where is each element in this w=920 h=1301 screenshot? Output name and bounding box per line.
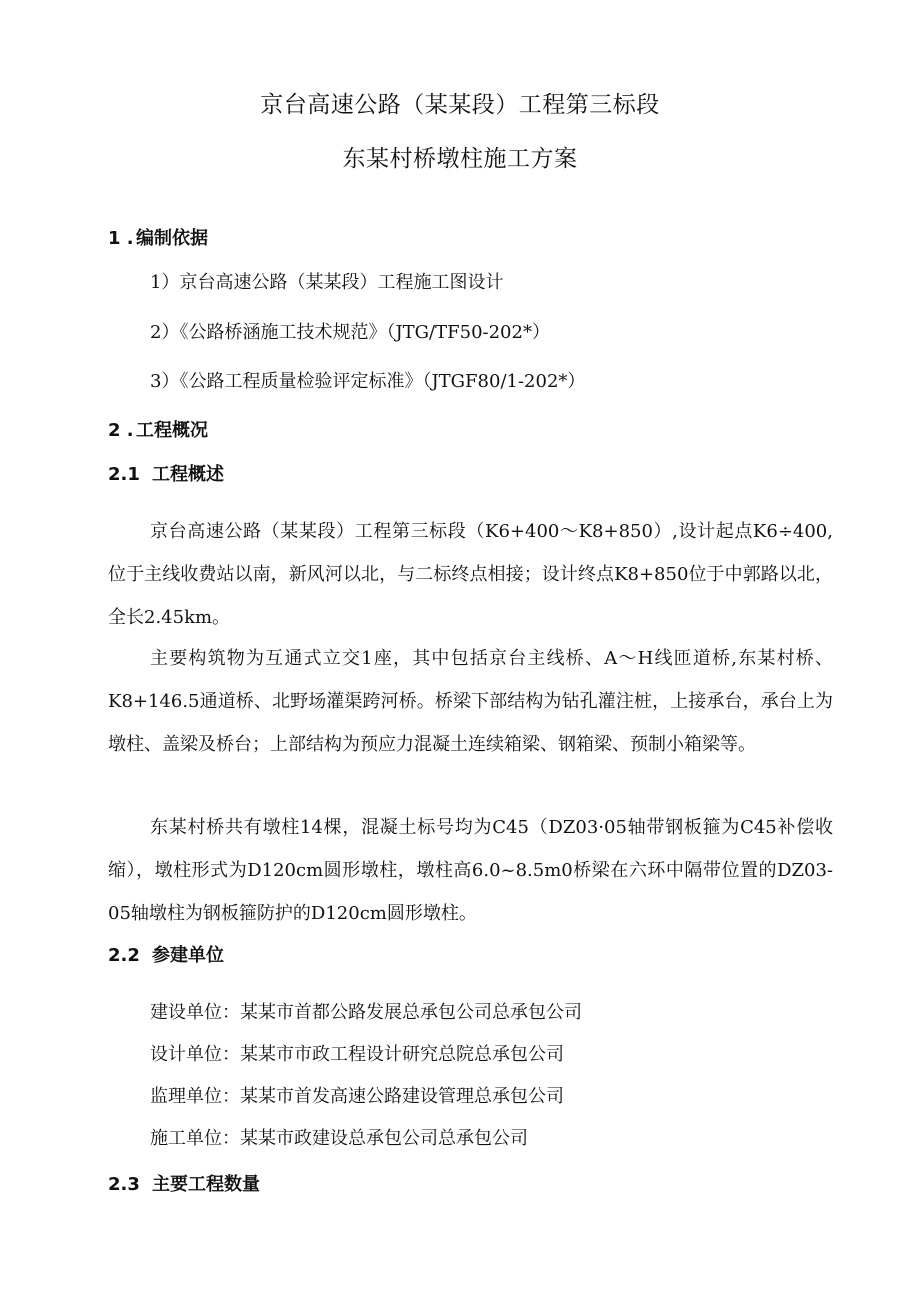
unit-contractor: 施工单位：某某市政建设总承包公司总承包公司: [150, 1128, 528, 1149]
subsection-number: 2.2: [108, 945, 140, 966]
section-title: 工程概况: [136, 420, 208, 441]
subsection-number: 2.1: [108, 464, 140, 485]
subsection-number: 2.3: [108, 1174, 140, 1195]
subsection-heading-2-3: [108, 1170, 260, 1196]
basis-item-3: 3）《公路工程质量检验评定标准》（JTGF80/1-202*）: [150, 371, 586, 392]
unit-supervision: 监理单位：某某市首发高速公路建设管理总承包公司: [150, 1086, 564, 1107]
subsection-title: 参建单位: [152, 945, 224, 966]
section-number: 1 .: [108, 228, 134, 249]
subsection-title: 工程概述: [152, 464, 224, 485]
section-title: 编制依据: [136, 228, 208, 249]
section-heading-1: [108, 224, 208, 250]
subsection-heading-2-1: [108, 460, 224, 486]
document-title-line1: 京台高速公路（某某段）工程第三标段: [260, 92, 660, 118]
basis-item-2: 2）《公路桥涵施工技术规范》（JTG/TF50-202*）: [150, 322, 550, 343]
unit-construction: 建设单位：某某市首都公路发展总承包公司总承包公司: [150, 1002, 582, 1023]
overview-paragraph-1: 京台高速公路（某某段）工程第三标段（K6+400～K8+850）,设计起点K6÷400,位于主线收费站以南，新风河以北，与二标终点相接；设计终点K8+850位于中郭路以北，全长2.45km。: [108, 521, 833, 628]
section-number: 2 .: [108, 420, 134, 441]
overview-paragraph-3: 东某村桥共有墩柱14棵，混凝土标号均为C45（DZ03·05轴带钢板箍为C45补偿收缩），墩柱形式为D120cm圆形墩柱，墩柱高6.0~8.5m0桥梁在六环中隔带位置的DZ03-05轴墩柱为钢板箍防护的D120cm圆形墩柱。: [108, 817, 833, 924]
document-title-line2: 东某村桥墩柱施工方案: [342, 146, 578, 172]
overview-paragraph-2: 主要构筑物为互通式立交1座，其中包括京台主线桥、A～H线匝道桥,东某村桥、K8+146.5通道桥、北野场灌渠跨河桥。桥梁下部结构为钻孔灌注桩，上接承台，承台上为墩柱、盖梁及桥台；上部结构为预应力混凝土连续箱梁、钢箱梁、预制小箱梁等。: [108, 648, 833, 755]
subsection-heading-2-2: [108, 941, 224, 967]
basis-item-1: 1）京台高速公路（某某段）工程施工图设计: [150, 272, 504, 293]
unit-design: 设计单位：某某市市政工程设计研究总院总承包公司: [150, 1044, 564, 1065]
subsection-title: 主要工程数量: [152, 1174, 260, 1195]
section-heading-2: [108, 416, 208, 442]
